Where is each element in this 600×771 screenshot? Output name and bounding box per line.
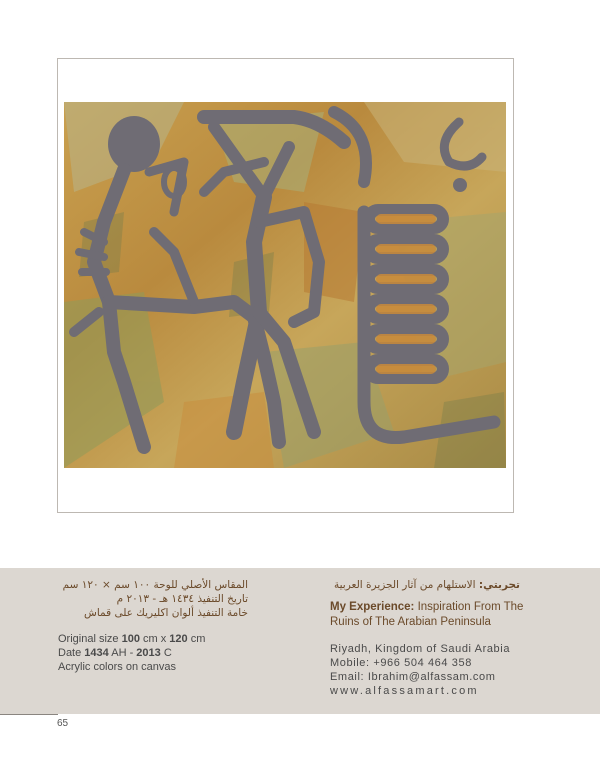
arabic-title-rest: الاستلهام من آثار الجزيرة العربية: [334, 579, 479, 591]
title-en-line2: Ruins of The Arabian Peninsula: [330, 616, 491, 628]
arabic-medium: خامة التنفيذ ألوان اكليريك على قماش: [84, 607, 248, 619]
date-c: 2013: [136, 647, 161, 659]
date-prefix: Date: [58, 647, 85, 659]
english-specs: [58, 632, 298, 674]
date-suffix: C: [160, 647, 172, 659]
medium-line: Acrylic colors on canvas: [58, 661, 176, 673]
artwork-painting: [64, 102, 506, 468]
page-number: 65: [57, 718, 69, 729]
size-prefix: Original size: [58, 633, 122, 645]
size-suffix: cm: [187, 633, 206, 645]
page-rule: [0, 714, 58, 715]
size-height: 120: [169, 633, 188, 645]
artist-info: [330, 578, 580, 698]
arabic-date: تاريخ التنفيذ ١٤٣٤ هـ - ٢٠١٣ م: [116, 593, 248, 605]
arabic-size: المقاس الأصلي للوحة ١٠٠ سم × ١٢٠ سم: [62, 579, 248, 591]
arabic-title-strong: تجربتي:: [478, 579, 520, 591]
artwork-specs: [58, 578, 298, 674]
location: Riyadh, Kingdom of Saudi Arabia: [330, 643, 511, 655]
email-link[interactable]: Email: Ibrahim@alfassam.com: [330, 671, 496, 683]
date-line: [58, 646, 298, 660]
mobile: Mobile: +966 504 464 358: [330, 657, 472, 669]
size-line: [58, 632, 298, 646]
size-width: 100: [121, 633, 140, 645]
english-title: [330, 600, 580, 630]
contact-block: [330, 642, 580, 698]
title-en-bold: My Experience:: [330, 601, 415, 613]
size-mid: cm x: [139, 633, 170, 645]
date-mid: AH -: [108, 647, 137, 659]
arabic-title: [330, 578, 520, 592]
date-ah: 1434: [84, 647, 109, 659]
title-en-rest: Inspiration From The: [414, 601, 524, 613]
painting-image: [64, 102, 506, 468]
website-link[interactable]: www.alfassamart.com: [330, 685, 479, 697]
